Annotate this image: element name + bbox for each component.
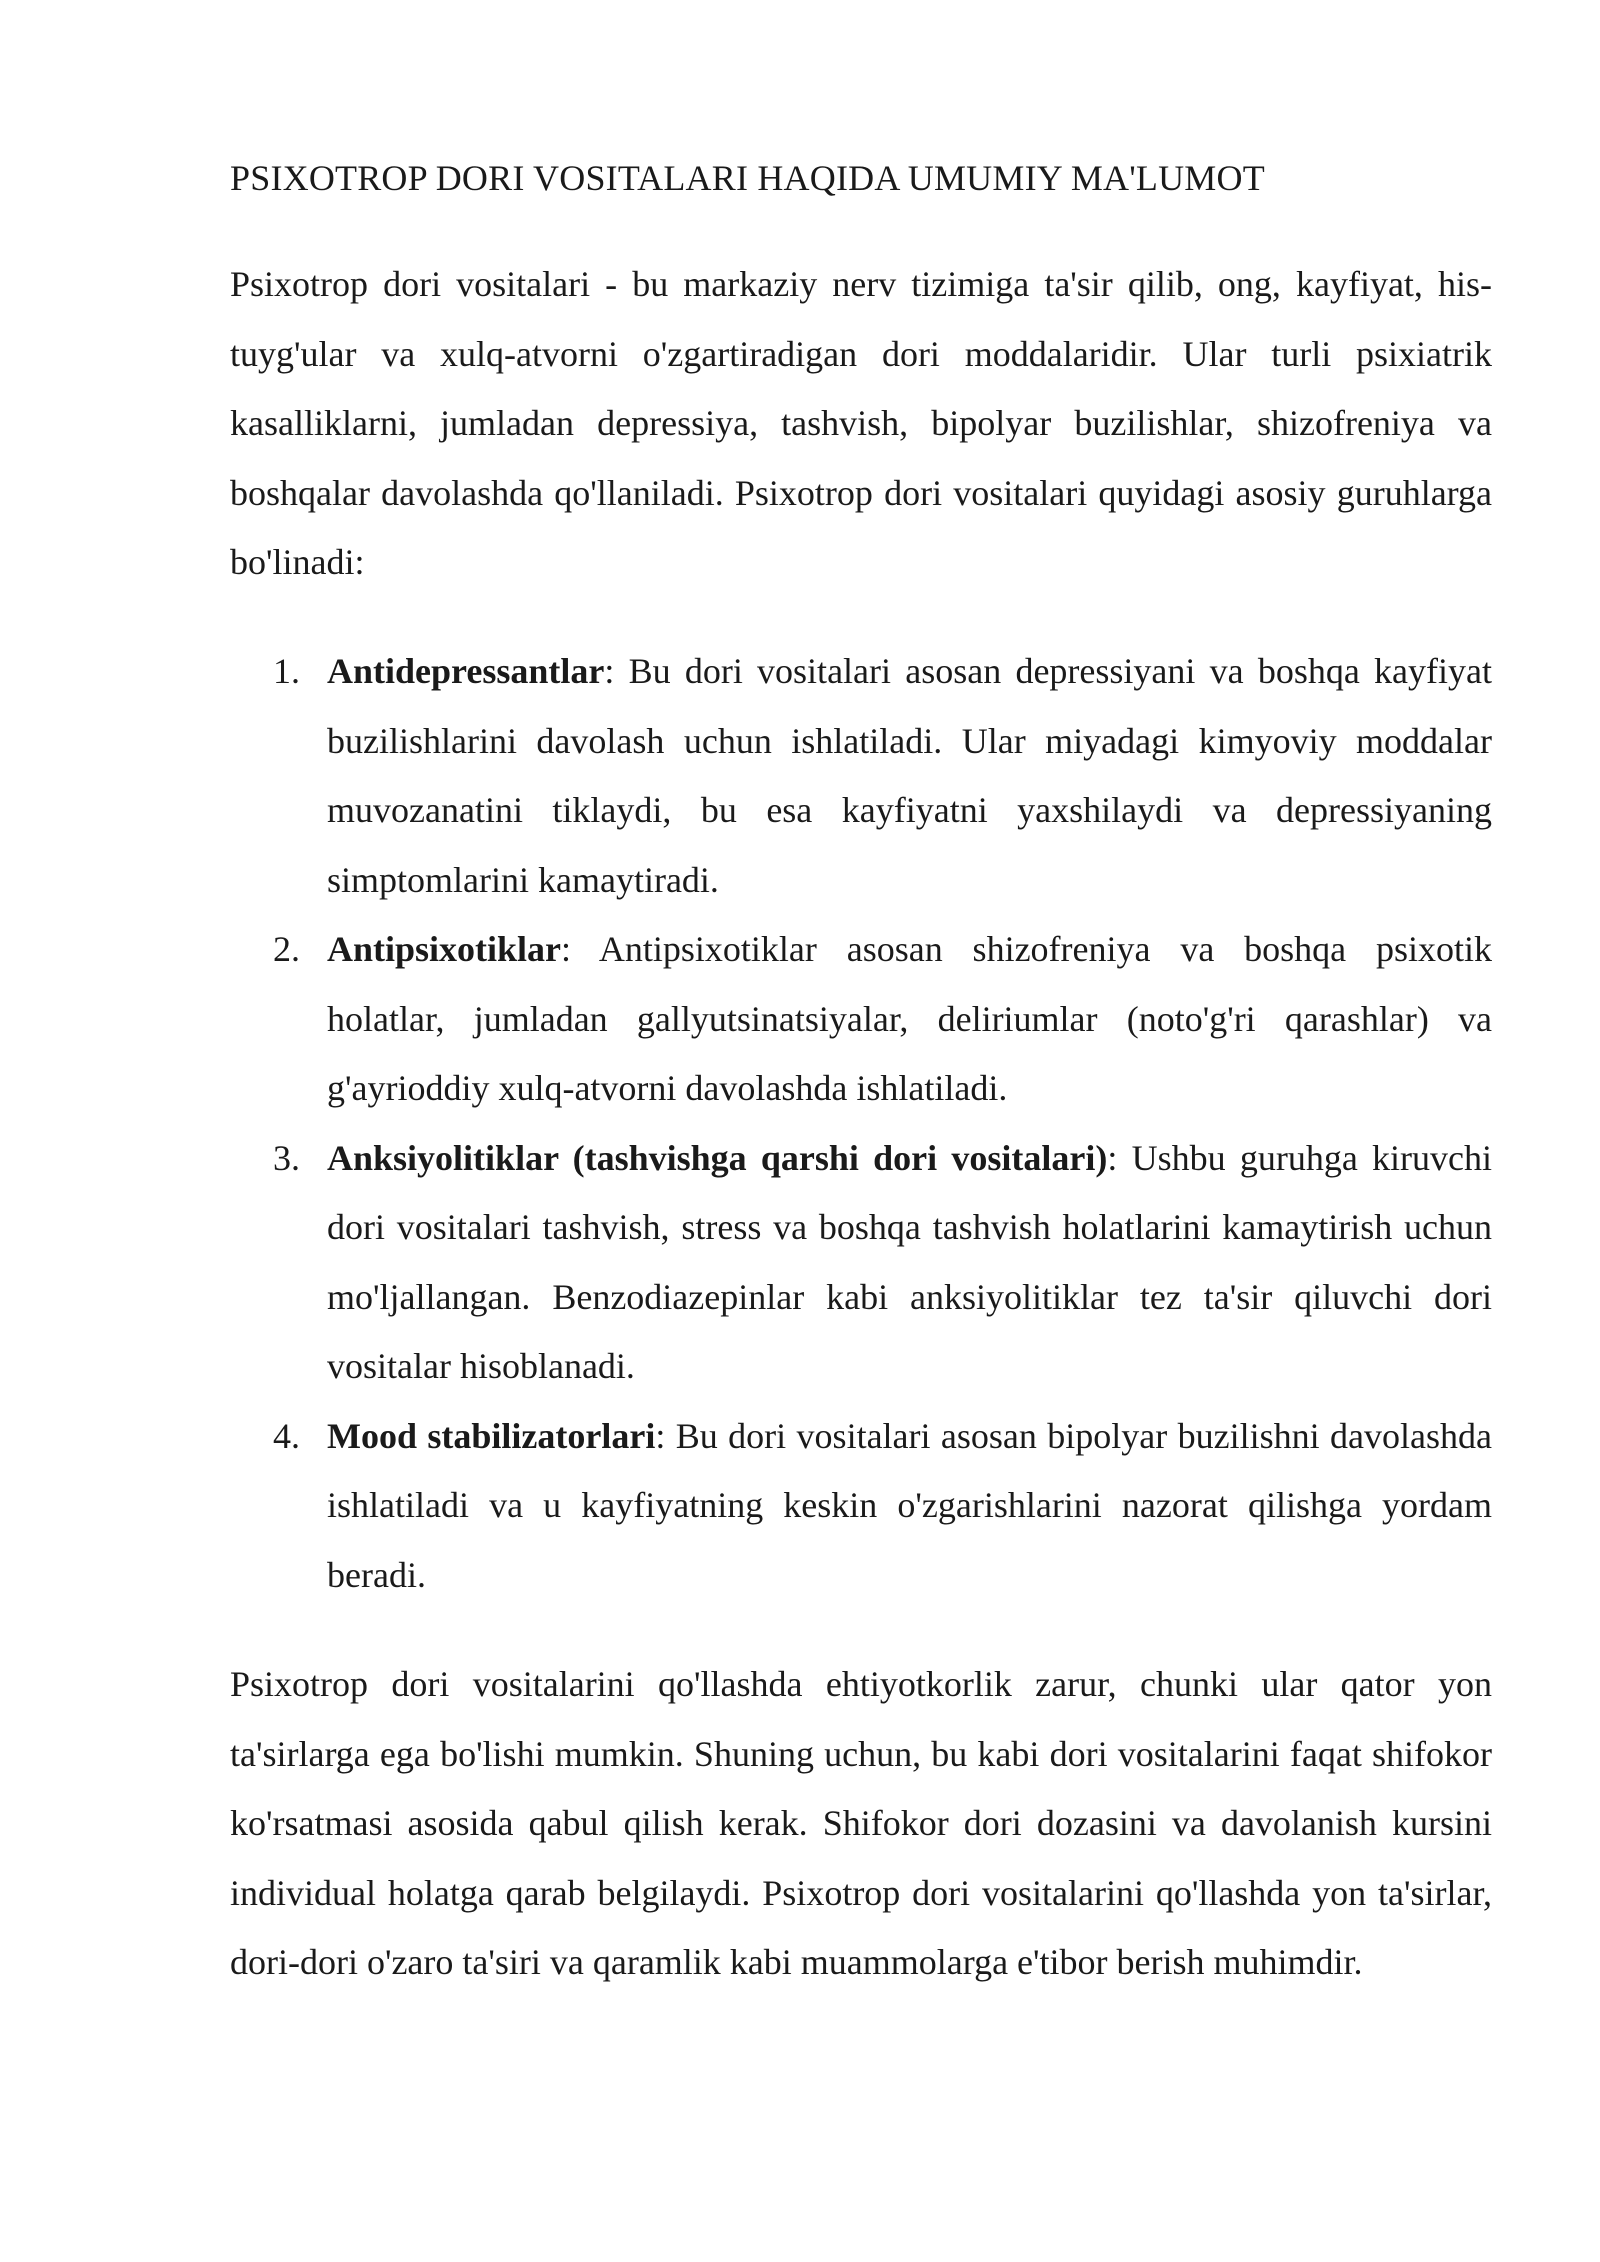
list-item-number: 2.: [273, 929, 300, 969]
intro-paragraph: Psixotrop dori vositalari - bu markaziy nerv tizimiga ta'sir qilib, ong, kayfiyat, his-tuyg'ular va xulq-atvorni o'zgartiradigan dori moddalaridir. Ular turli psixiatrik kasalliklarni, jumladan depressiya, tashvish, bipolyar buzilishlar, shizofreniya va boshqalar davolashda qo'llaniladi. Psixotrop dori vositalari quyidagi asosiy guruhlarga bo'linadi:: [230, 264, 1492, 582]
list-item: [230, 1402, 1492, 1611]
list-item-number: 4.: [273, 1415, 300, 1456]
list-item-text: : Ushbu guruhga kiruvchi dori vositalari tashvish, stress va boshqa tashvish holatlarini kamaytirish uchun mo'ljallangan. Benzodiazepinlar kabi anksiyolitiklar tez ta'sir qiluvchi dori vositalar hisoblanadi.: [327, 1137, 1492, 1386]
drug-groups-list: [230, 637, 1492, 1610]
closing-paragraph: Psixotrop dori vositalarini qo'llashda ehtiyotkorlik zarur, chunki ular qator yon ta'sirlarga ega bo'lishi mumkin. Shuning uchun, bu kabi dori vositalarini faqat shifokor ko'rsatmasi asosida qabul qilish kerak. Shifokor dori dozasini va davolanish kursini individual holatga qarab belgilaydi. Psixotrop dori vositalarini qo'llashda yon ta'sirlar, dori-dori o'zaro ta'siri va qaramlik kabi muammolarga e'tibor berish muhimdir.: [230, 1664, 1492, 1982]
list-item-text: : Bu dori vositalari asosan bipolyar buzilishni davolashda ishlatiladi va u kayfiyatning keskin o'zgarishlarini nazorat qilishga yordam beradi.: [327, 1415, 1493, 1595]
list-item-text: : Antipsixotiklar asosan shizofreniya va boshqa psixotik holatlar, jumladan gallyutsinatsiyalar, deliriumlar (noto'g'ri qarashlar) va g'ayrioddiy xulq-atvorni davolashda ishlatiladi.: [327, 929, 1492, 1108]
list-item: [230, 637, 1492, 915]
list-item: [230, 1124, 1492, 1402]
list-item-term: Anksiyolitiklar (tashvishga qarshi dori vositalari): [327, 1137, 1108, 1178]
list-item-term: Mood stabilizatorlari: [327, 1415, 656, 1456]
document-title: PSIXOTROP DORI VOSITALARI HAQIDA UMUMIY MA'LUMOT: [230, 158, 1265, 198]
list-item-number: 3.: [273, 1137, 300, 1178]
list-item-term: Antipsixotiklar: [327, 929, 562, 969]
list-item-number: 1.: [273, 651, 300, 691]
list-item: [230, 915, 1492, 1124]
list-item-text: : Bu dori vositalari asosan depressiyani va boshqa kayfiyat buzilishlarini davolash uchun ishlatiladi. Ular miyadagi kimyoviy moddalar muvozanatini tiklaydi, bu esa kayfiyatni yaxshilaydi va depressiyaning simptomlarini kamaytiradi.: [327, 651, 1492, 900]
list-item-term: Antidepressantlar: [327, 651, 605, 691]
